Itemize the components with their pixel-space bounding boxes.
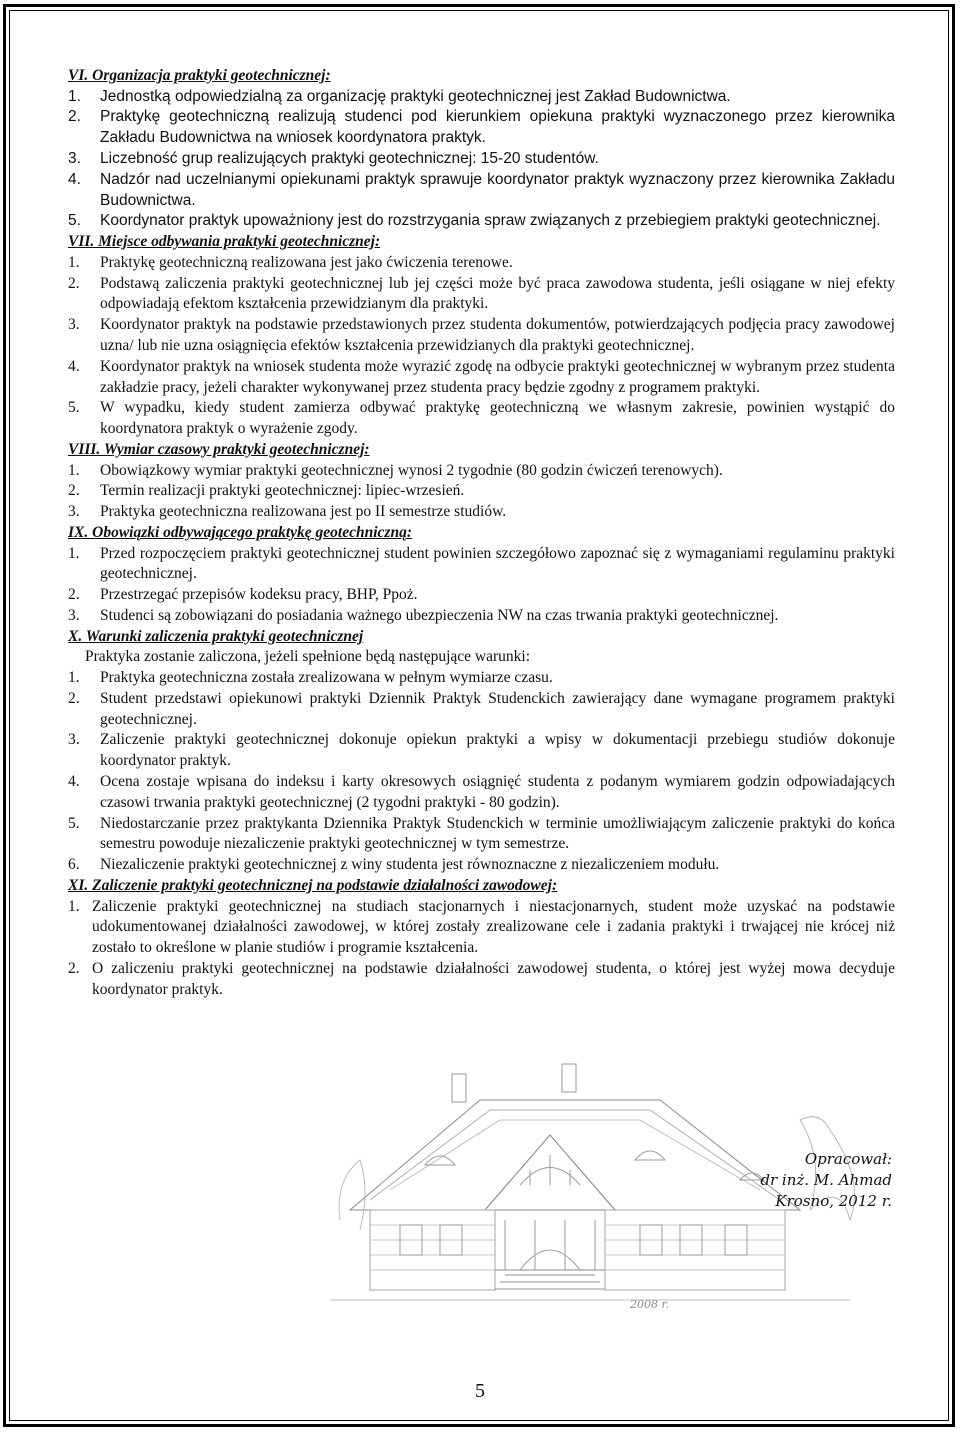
item-text: Ocena zostaje wpisana do indeksu i karty okresowych osiągnięć studenta z podanym wymiarem godzin odpowiadających czasowi trwania praktyki geotechnicznej (2 tygodni praktyki - 80 godzin). <box>100 773 895 811</box>
list-item <box>68 502 895 523</box>
section-list <box>68 544 895 627</box>
item-text: Przestrzegać przepisów kodeksu pracy, BHP, Ppoż. <box>100 586 418 604</box>
list-item <box>68 730 895 772</box>
item-number: 1. <box>68 544 80 562</box>
section-list <box>68 253 895 440</box>
section-x <box>68 627 895 876</box>
right-wall <box>605 1210 785 1290</box>
list-item <box>68 149 895 170</box>
item-number: 2. <box>68 274 80 292</box>
chimney-left <box>452 1074 466 1102</box>
item-number: 4. <box>68 170 81 188</box>
item-text: Podstawą zaliczenia praktyki geotechnicznej lub jej części może być praca zawodowa studenta, jeśli osiągane w niej efekty odpowiadają efektom kształcenia przewidzianym dla praktyki. <box>100 274 895 313</box>
item-number: 1. <box>68 669 80 687</box>
item-text: Nadzór nad uczelnianymi opiekunami praktyk sprawuje koordynator praktyk wyznaczony przez kierownika Zakładu Budownictwa. <box>100 170 895 209</box>
section-viii <box>68 440 895 523</box>
main-roof <box>350 1100 800 1210</box>
item-number: 3. <box>68 503 80 521</box>
item-text: W wypadku, kiedy student zamierza odbywać praktykę geotechniczną we własnym zakresie, powinien wystąpić do koordynatora praktyk o wyrażenie zgody. <box>100 399 895 438</box>
chimney-center <box>562 1064 576 1092</box>
item-number: 2. <box>68 108 81 126</box>
list-item <box>68 315 895 357</box>
section-heading: XI. Zaliczenie praktyki geotechnicznej na podstawie działalności zawodowej: <box>68 877 558 895</box>
item-text: Koordynator praktyk na podstawie przedstawionych przez studenta dokumentów, potwierdzających podjęcia pracy zawodowej uzna/ lub nie uzna osiągnięcia efektów kształcenia przewidzianych dla praktyki geotechnicznej. <box>100 316 895 354</box>
item-text: Termin realizacji praktyki geotechnicznej: lipiec-wrzesień. <box>100 482 465 500</box>
list-item <box>68 274 895 316</box>
item-text: Niedostarczanie przez praktykanta Dziennika Praktyk Studenckich w terminie umożliwiającym zaliczenie praktyki do końca semestru powoduje niezaliczenie praktyki geotechnicznej w tym semestrze. <box>100 814 895 853</box>
item-text: Jednostką odpowiedzialną za organizację praktyki geotechnicznej jest Zakład Budownictwa. <box>100 87 731 105</box>
list-item <box>68 897 895 959</box>
item-number: 3. <box>68 149 81 167</box>
item-text: Studenci są zobowiązani do posiadania ważnego ubezpieczenia NW na czas trwania praktyki geotechnicznej. <box>100 606 779 624</box>
list-item <box>68 689 895 731</box>
section-heading: IX. Obowiązki odbywającego praktykę geotechniczną: <box>68 523 412 541</box>
dormer-window <box>635 1151 665 1160</box>
item-text: Praktyka geotechniczna realizowana jest po II semestrze studiów. <box>100 503 507 521</box>
list-item <box>68 461 895 482</box>
list-item <box>68 87 895 108</box>
list-item <box>68 544 895 586</box>
item-number: 5. <box>68 399 80 417</box>
document-body <box>68 66 895 1001</box>
item-number: 3. <box>68 731 80 749</box>
item-text: Praktykę geotechniczną realizują studenci pod kierunkiem opiekuna praktyki wyznaczonego przez kierownika Zakładu Budownictwa na wniosek koordynatora praktyk. <box>100 108 895 147</box>
item-text: Niezaliczenie praktyki geotechnicznej z winy studenta jest równoznaczne z niezaliczeniem modułu. <box>100 856 720 874</box>
item-number: 2. <box>68 482 80 500</box>
list-item <box>68 668 895 689</box>
item-text: Liczebność grup realizujących praktyki geotechnicznej: 15-20 studentów. <box>100 149 599 167</box>
section-heading: VIII. Wymiar czasowy praktyki geotechnicznej: <box>68 440 370 458</box>
tree <box>339 1160 365 1230</box>
section-heading: VII. Miejsce odbywania praktyki geotechnicznej: <box>68 233 381 251</box>
item-number: 2. <box>68 689 80 707</box>
list-item <box>68 959 895 1001</box>
signature-block <box>760 1149 892 1212</box>
item-number: 1. <box>68 87 81 105</box>
item-text: Zaliczenie praktyki geotechnicznej dokonuje opiekun praktyki a wpisy w dokumentacji przebiegu studiów dokonuje koordynator praktyk. <box>100 731 895 770</box>
signature-place-date: Krosno, 2012 r. <box>775 1192 892 1210</box>
page-number: 5 <box>475 1380 485 1402</box>
list-item <box>68 107 895 149</box>
item-number: 4. <box>68 357 80 375</box>
list-item <box>68 211 895 232</box>
list-item <box>68 253 895 274</box>
item-text: Przed rozpoczęciem praktyki geotechnicznej student powinien szczegółowo zapoznać się z wymaganiami regulaminu praktyki geotechnicznej. <box>100 544 895 583</box>
porch-arch <box>520 1250 580 1270</box>
item-text: Obowiązkowy wymiar praktyki geotechnicznej wynosi 2 tygodnie (80 godzin ćwiczeń terenowych). <box>100 461 723 479</box>
signature-author: dr inż. M. Ahmad <box>760 1171 892 1189</box>
item-number: 2. <box>68 586 80 604</box>
section-vi <box>68 66 895 232</box>
list-item <box>68 357 895 399</box>
section-heading: X. Warunki zaliczenia praktyki geotechnicznej <box>68 627 364 645</box>
item-text: Koordynator praktyk na wniosek studenta może wyrazić zgodę na odbycie praktyki geotechnicznej w wybranym przez studenta zakładzie pracy, jeżeli charakter wykonywanej przez studenta pracy będzie zgodny z programem praktyki. <box>100 357 895 396</box>
item-number: 4. <box>68 773 80 791</box>
section-list <box>68 87 895 233</box>
item-number: 5. <box>68 814 80 832</box>
sketch-caption: 2008 r. <box>630 1298 670 1311</box>
section-list <box>68 668 895 876</box>
item-number: 2. <box>68 960 80 978</box>
item-number: 1. <box>68 253 80 271</box>
list-item <box>68 170 895 212</box>
dormer-window <box>425 1156 455 1165</box>
item-text: O zaliczeniu praktyki geotechnicznej na podstawie działalności zawodowej studenta, o której jest wyżej mowa decyduje koordynator praktyk. <box>92 960 895 998</box>
section-xi <box>68 876 895 1001</box>
signature-label: Opracował: <box>804 1150 892 1168</box>
item-number: 1. <box>68 461 80 479</box>
list-item <box>68 772 895 814</box>
porch <box>495 1210 605 1270</box>
item-number: 5. <box>68 212 81 230</box>
item-number: 1. <box>68 897 80 915</box>
item-text: Koordynator praktyk upoważniony jest do rozstrzygania spraw związanych z przebiegiem praktyki geotechnicznej. <box>100 212 881 230</box>
item-text: Student przedstawi opiekunowi praktyki Dziennik Praktyk Studenckich zawierający dane wymagane programem praktyki geotechnicznej. <box>100 689 895 728</box>
list-item <box>68 585 895 606</box>
item-number: 6. <box>68 856 80 874</box>
list-item <box>68 398 895 440</box>
item-text: Praktyka geotechniczna została zrealizowana w pełnym wymiarze czasu. <box>100 669 553 687</box>
list-item <box>68 481 895 502</box>
list-item <box>68 606 895 627</box>
section-vii <box>68 232 895 440</box>
section-list <box>68 897 895 1001</box>
item-text: Zaliczenie praktyki geotechnicznej na studiach stacjonarnych i niestacjonarnych, student może uzyskać na podstawie udokumentowanej działalności zawodowej, w której zostały zrealizowane cele i zadania praktyki i trwającej nie krócej niż zostało to określone w planie studiów i programie kształcenia. <box>92 897 895 957</box>
section-list <box>68 461 895 523</box>
list-item <box>68 855 895 876</box>
item-number: 3. <box>68 606 80 624</box>
item-text: Praktykę geotechniczną realizowana jest jako ćwiczenia terenowe. <box>100 253 513 271</box>
section-ix <box>68 523 895 627</box>
left-wall <box>370 1210 495 1290</box>
list-item <box>68 814 895 856</box>
section-heading: VI. Organizacja praktyki geotechnicznej: <box>68 67 331 84</box>
section-intro: Praktyka zostanie zaliczona, jeżeli spełnione będą następujące warunki: <box>85 648 531 666</box>
item-number: 3. <box>68 316 80 334</box>
